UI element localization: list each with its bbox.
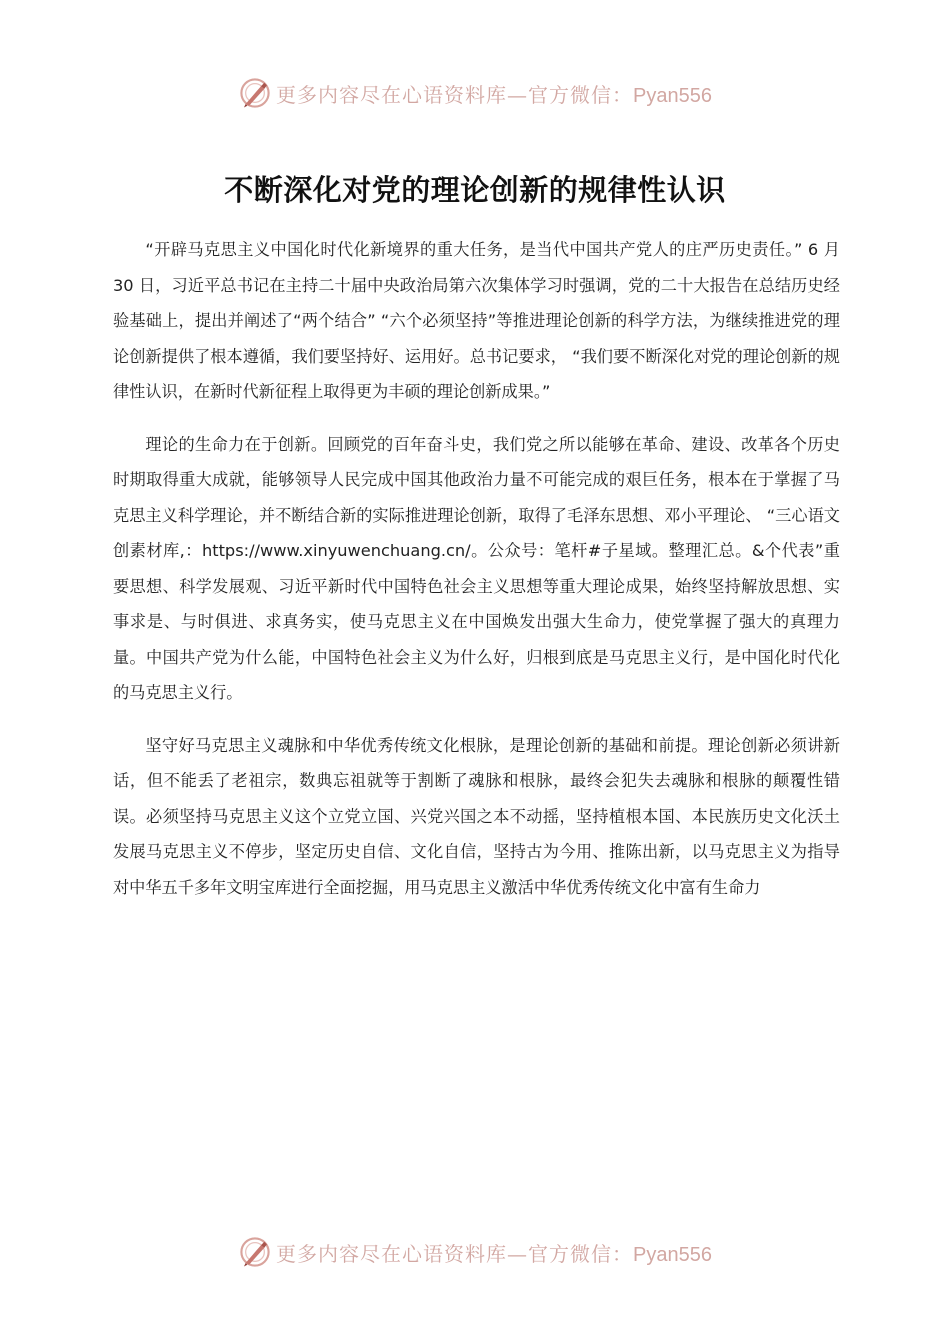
pen-logo-icon: [238, 1235, 272, 1269]
watermark-label: 更多内容尽在心语资料库—官方微信：: [276, 82, 634, 107]
article-title: 不断深化对党的理论创新的规律性认识: [224, 173, 726, 207]
header-watermark: [0, 73, 950, 113]
watermark-text: [276, 1238, 712, 1267]
paragraph-2: 理论的生命力在于创新。回顾党的百年奋斗史，我们党之所以能够在革命、建设、改革各个历史时期取得重大成就，能够领导人民完成中国其他政治力量不可能完成的艰巨任务，根本在于掌握了马克思主义科学理论，并不断结合新的实际推进理论创新，取得了毛泽东思想、邓小平理论、 “三心语文创素材库,：https://www.xinyuwenchuang.cn/。公众号：笔杆#子星域。整理汇总。&个代表”重要思想、科学发展观、习近平新时代中国特色社会主义思想等重大理论成果，始终坚持解放思想、实事求是、与时俱进、求真务实，使马克思主义在中国焕发出强大生命力，使党掌握了强大的真理力量。中国共产党为什么能，中国特色社会主义为什么好，归根到底是马克思主义行，是中国化时代化的马克思主义行。: [113, 434, 840, 702]
paragraph-3: 坚守好马克思主义魂脉和中华优秀传统文化根脉，是理论创新的基础和前提。理论创新必须讲新话，但不能丢了老祖宗，数典忘祖就等于割断了魂脉和根脉，最终会犯失去魂脉和根脉的颠覆性错误。必须坚持马克思主义这个立党立国、兴党兴国之本不动摇，坚持植根本国、本民族历史文化沃土发展马克思主义不停步，坚定历史自信、文化自信，坚持古为今用、推陈出新，以马克思主义为指导对中华五千多年文明宝库进行全面挖掘，用马克思主义激活中华优秀传统文化中富有生命力: [113, 735, 840, 897]
article-body: [113, 232, 840, 905]
footer-watermark: [0, 1232, 950, 1272]
paragraph-1: “开辟马克思主义中国化时代化新境界的重大任务，是当代中国共产党人的庄严历史责任。” 6 月 30 日，习近平总书记在主持二十届中央政治局第六次集体学习时强调，党的二十大报告在总结历史经验基础上，提出并阐述了“两个结合” “六个必须坚持”等推进理论创新的科学方法，为继续推进党的理论创新提供了根本遵循，我们要坚持好、运用好。总书记要求， “我们要不断深化对党的理论创新的规律性认识，在新时代新征程上取得更为丰硕的理论创新成果。”: [113, 240, 840, 401]
watermark-text: [276, 79, 712, 108]
watermark-wechat-id: Pyan556: [633, 84, 712, 107]
pen-logo-icon: [238, 76, 272, 110]
watermark-label: 更多内容尽在心语资料库—官方微信：: [276, 1241, 634, 1266]
watermark-wechat-id: Pyan556: [633, 1243, 712, 1266]
